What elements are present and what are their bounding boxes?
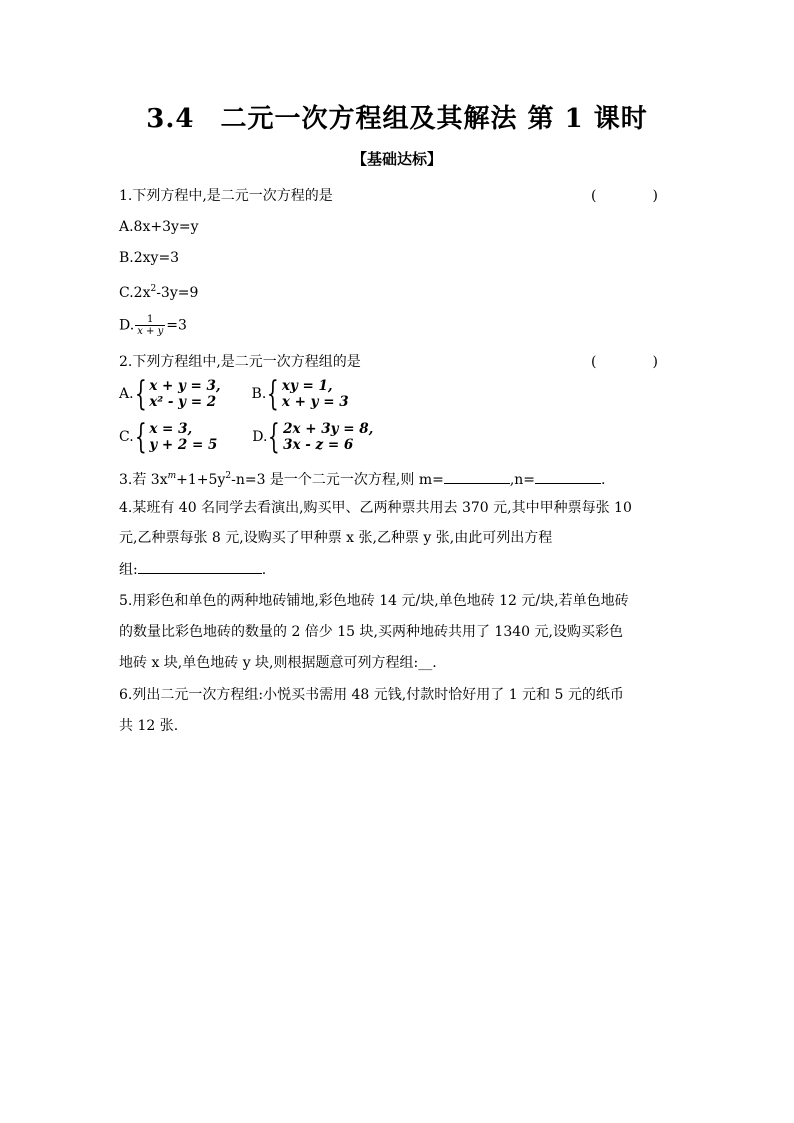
q2-option-d-eq2: 3x - z = 6 — [283, 437, 354, 453]
q5-line-2: 的数量比彩色地砖的数量的 2 倍少 15 块,买两种地砖共用了 1340 元,设购买彩色 — [119, 624, 623, 640]
fraction-numerator: 1 — [135, 314, 165, 326]
q1-answer-bracket: ( ) — [591, 188, 658, 204]
q2-option-c — [119, 417, 218, 457]
q2-option-c-eq2: y + 2 = 5 — [149, 437, 218, 453]
section-subtitle: 【基础达标】 — [351, 150, 442, 168]
q2-option-b-label: B. — [251, 386, 267, 402]
q2-option-b-eq1: xy = 1, — [281, 378, 333, 394]
q5-line-3: 地砖 x 块,单色地砖 y 块,则根据题意可列方程组:__. — [119, 655, 437, 671]
q2-option-c-eq1: x = 3, — [149, 421, 193, 437]
q2-option-b — [251, 374, 349, 414]
q2-answer-bracket: ( ) — [591, 354, 658, 370]
q2-option-d-label: D. — [252, 429, 268, 445]
fraction-denominator: x + y — [137, 326, 164, 337]
q2-option-a-eq1: x + y = 3, — [149, 378, 221, 394]
q2-options-row-1 — [119, 374, 349, 414]
q2-option-a — [119, 374, 221, 414]
q1-option-d-label: D. — [119, 317, 135, 334]
q2-option-c-label: C. — [119, 429, 134, 445]
q3-part: +1+5y — [176, 472, 226, 488]
brace-icon: { — [267, 374, 280, 414]
q4-end: . — [261, 562, 267, 578]
q2-option-d — [252, 417, 374, 457]
q4-answer-blank[interactable] — [138, 559, 262, 574]
q1-option-c-rest: -3y=9 — [156, 285, 199, 301]
q1-stem: 1.下列方程中,是二元一次方程的是 — [119, 188, 333, 204]
q3-exponent-m: m — [167, 471, 177, 481]
q1-option-d-rest: =3 — [166, 317, 187, 334]
q1-option-a: A.8x+3y=y — [119, 219, 199, 235]
q4-line-2: 元,乙种票每张 8 元,设购买了甲种票 x 张,乙种票 y 张,由此可列出方程 — [119, 530, 553, 546]
q3-text — [119, 466, 606, 490]
q3-part: 3.若 3x — [119, 472, 168, 488]
q6-line-2: 共 12 张. — [119, 718, 179, 734]
q6-line-1: 6.列出二元一次方程组:小悦买书需用 48 元钱,付款时恰好用了 1 元和 5 元的纸币 — [119, 687, 624, 703]
q3-blank-n[interactable] — [535, 469, 601, 484]
q4-line-3 — [119, 559, 266, 580]
q1-option-c-exponent: 2 — [150, 284, 157, 294]
q5-line-1: 5.用彩色和单色的两种地砖铺地,彩色地砖 14 元/块,单色地砖 12 元/块,若单色地砖 — [119, 593, 629, 609]
brace-icon: { — [268, 417, 281, 457]
brace-icon: { — [134, 374, 147, 414]
q2-option-b-eq2: x + y = 3 — [281, 394, 349, 410]
q2-option-d-eq1: 2x + 3y = 8, — [283, 421, 374, 437]
q3-exponent-2: 2 — [225, 471, 232, 481]
q3-part: . — [601, 472, 606, 488]
q2-stem: 2.下列方程组中,是二元一次方程组的是 — [119, 354, 361, 370]
q1-option-d-fraction — [135, 314, 165, 337]
brace-icon: { — [134, 417, 147, 457]
q4-line-1: 4.某班有 40 名同学去看演出,购买甲、乙两种票共用去 370 元,其中甲种票每张 10 — [119, 500, 632, 516]
q2-option-a-eq2: x² - y = 2 — [149, 394, 217, 410]
q1-option-b: B.2xy=3 — [119, 250, 180, 266]
q2-option-a-label: A. — [119, 386, 134, 402]
q2-options-row-2 — [119, 417, 374, 457]
q3-part: -n=3 是一个二元一次方程,则 m= — [231, 472, 444, 488]
q1-option-c-base: C.2x — [119, 285, 151, 301]
q1-option-c — [119, 279, 198, 303]
section-number: 3.4 — [146, 104, 195, 134]
q3-part: ,n= — [509, 472, 536, 488]
page-title — [0, 98, 794, 135]
q1-option-d — [119, 314, 187, 337]
q4-label: 组: — [119, 562, 138, 578]
q3-blank-m[interactable] — [444, 469, 510, 484]
section-title: 二元一次方程组及其解法 第 1 课时 — [220, 104, 648, 134]
